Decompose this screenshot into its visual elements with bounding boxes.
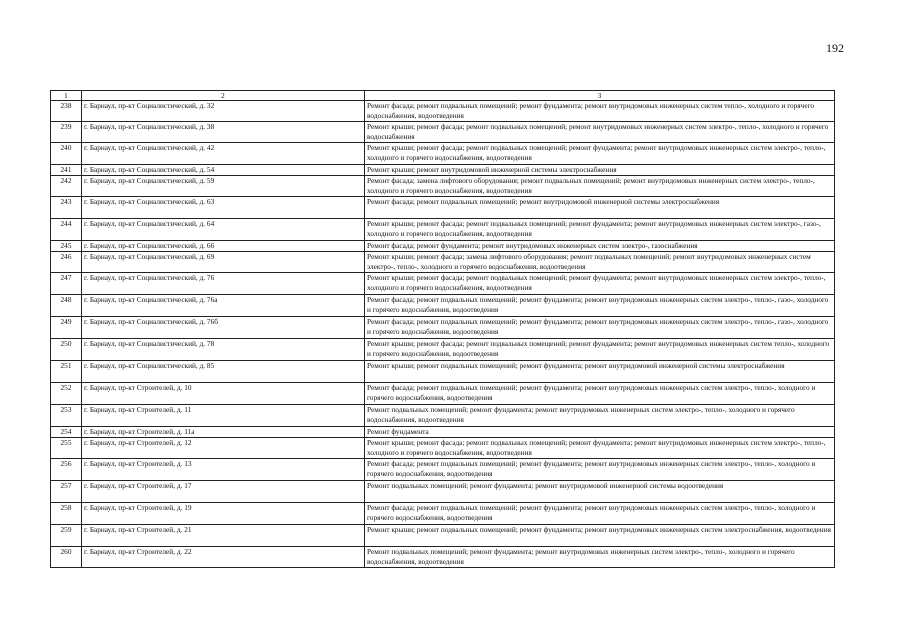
row-address: г. Барнаул, пр-кт Социалистический, д. 59 bbox=[82, 176, 365, 197]
row-works: Ремонт крыши; ремонт фасада; ремонт подвальных помещений; ремонт фундамента; ремонт внутридомовых инженерных систем электро-, тепло-, холодного и горячего водоснабжения, водоотведения bbox=[365, 273, 835, 295]
table-row bbox=[51, 427, 835, 438]
row-number: 258 bbox=[51, 503, 82, 525]
table-row bbox=[51, 122, 835, 143]
table-row bbox=[51, 481, 835, 503]
row-address: г. Барнаул, пр-кт Строителей, д. 11 bbox=[82, 405, 365, 427]
row-number: 243 bbox=[51, 197, 82, 219]
table-row bbox=[51, 176, 835, 197]
row-works: Ремонт фасада; ремонт подвальных помещений; ремонт фундамента; ремонт внутридомовых инженерных систем электро-, тепло-, газо-, холодного и горячего водоснабжения, водоотведения bbox=[365, 295, 835, 317]
table-row bbox=[51, 252, 835, 273]
row-works: Ремонт крыши; ремонт фасада; ремонт подвальных помещений; ремонт внутридомовых инженерных систем электро-, тепло-, холодного и горячего водоснабжения bbox=[365, 122, 835, 143]
row-works: Ремонт фасада; ремонт подвальных помещений; ремонт фундамента; ремонт внутридомовых инженерных систем электро-, тепло-, холодного и горячего водоснабжения, водоотведения bbox=[365, 459, 835, 481]
table-row bbox=[51, 547, 835, 568]
table-row bbox=[51, 339, 835, 361]
row-number: 247 bbox=[51, 273, 82, 295]
row-number: 257 bbox=[51, 481, 82, 503]
row-works: Ремонт крыши; ремонт фасада; ремонт подвальных помещений; ремонт фундамента; ремонт внутридомовых инженерных систем электро-, газо-, холодного и горячего водоснабжения, водоотведения bbox=[365, 219, 835, 241]
row-address: г. Барнаул, пр-кт Социалистический, д. 85 bbox=[82, 361, 365, 383]
row-number: 260 bbox=[51, 547, 82, 568]
row-works: Ремонт крыши; ремонт фасада; ремонт подвальных помещений; ремонт фундамента; ремонт внутридомовых инженерных систем тепло-, холодного и горячего водоснабжения, водоотведения bbox=[365, 339, 835, 361]
row-number: 249 bbox=[51, 317, 82, 339]
table-row bbox=[51, 101, 835, 122]
header-col-3: 3 bbox=[365, 91, 835, 101]
row-works: Ремонт фасада; ремонт подвальных помещений; ремонт фундамента; ремонт внутридомовых инженерных систем электро-, тепло-, холодного и горячего водоснабжения, водоотведения bbox=[365, 503, 835, 525]
table-row bbox=[51, 438, 835, 459]
row-works: Ремонт крыши; ремонт фасада; ремонт подвальных помещений; ремонт фундамента; ремонт внутридомовых инженерных систем электро-, тепло-, холодного и горячего водоснабжения, водоотведения bbox=[365, 438, 835, 459]
table-row bbox=[51, 165, 835, 176]
table-row bbox=[51, 503, 835, 525]
row-number: 241 bbox=[51, 165, 82, 176]
row-works: Ремонт фасада; замена лифтового оборудования; ремонт подвальных помещений; ремонт внутридомовых инженерных систем электро-, тепло-, холодного и горячего водоснабжения, водоотведения bbox=[365, 176, 835, 197]
row-number: 255 bbox=[51, 438, 82, 459]
table-row bbox=[51, 295, 835, 317]
row-address: г. Барнаул, пр-кт Социалистический, д. 78 bbox=[82, 339, 365, 361]
row-works: Ремонт крыши; ремонт внутридомовой инженерной системы электроснабжения bbox=[365, 165, 835, 176]
row-number: 245 bbox=[51, 241, 82, 252]
table-row bbox=[51, 317, 835, 339]
row-works: Ремонт фасада; ремонт подвальных помещений; ремонт фундамента; ремонт внутридомовых инженерных систем электро-, тепло-, холодного и горячего водоснабжения, водоотведения bbox=[365, 383, 835, 405]
row-number: 252 bbox=[51, 383, 82, 405]
row-works: Ремонт фасада; ремонт подвальных помещений; ремонт фундамента; ремонт внутридомовых инженерных систем тепло-, холодного и горячего водоснабжения, водоотведения bbox=[365, 101, 835, 122]
table-row bbox=[51, 383, 835, 405]
row-address: г. Барнаул, пр-кт Строителей, д. 17 bbox=[82, 481, 365, 503]
row-works: Ремонт крыши; ремонт подвальных помещений; ремонт фундамента; ремонт внутридомовых инженерных систем электроснабжения, водоотведения bbox=[365, 525, 835, 547]
row-address: г. Барнаул, пр-кт Социалистический, д. 76 bbox=[82, 273, 365, 295]
page-number: 192 bbox=[826, 41, 844, 55]
table-row bbox=[51, 197, 835, 219]
table-row bbox=[51, 219, 835, 241]
row-address: г. Барнаул, пр-кт Строителей, д. 22 bbox=[82, 547, 365, 568]
table-row bbox=[51, 143, 835, 165]
row-number: 239 bbox=[51, 122, 82, 143]
row-works: Ремонт крыши; ремонт подвальных помещений; ремонт фундамента; ремонт внутридомовой инженерной системы электроснабжения bbox=[365, 361, 835, 383]
header-col-1: 1 bbox=[51, 91, 82, 101]
row-address: г. Барнаул, пр-кт Социалистический, д. 42 bbox=[82, 143, 365, 165]
table-row bbox=[51, 361, 835, 383]
row-works: Ремонт фундамента bbox=[365, 427, 835, 438]
row-works: Ремонт крыши; ремонт фасада; замена лифтового оборудования; ремонт подвальных помещений; ремонт внутридомовых инженерных систем электро-, тепло-, холодного и горячего водоснабжения, водоотведения bbox=[365, 252, 835, 273]
row-works: Ремонт фасада; ремонт подвальных помещений; ремонт фундамента; ремонт внутридомовых инженерных систем электро-, тепло-, газо-, холодного и горячего водоснабжения, водоотведения bbox=[365, 317, 835, 339]
row-address: г. Барнаул, пр-кт Строителей, д. 13 bbox=[82, 459, 365, 481]
row-address: г. Барнаул, пр-кт Социалистический, д. 38 bbox=[82, 122, 365, 143]
row-number: 242 bbox=[51, 176, 82, 197]
row-number: 240 bbox=[51, 143, 82, 165]
row-address: г. Барнаул, пр-кт Социалистический, д. 32 bbox=[82, 101, 365, 122]
row-works: Ремонт фасада; ремонт подвальных помещений; ремонт внутридомовой инженерной системы электроснабжения bbox=[365, 197, 835, 219]
row-address: г. Барнаул, пр-кт Социалистический, д. 54 bbox=[82, 165, 365, 176]
row-number: 244 bbox=[51, 219, 82, 241]
row-address: г. Барнаул, пр-кт Социалистический, д. 64 bbox=[82, 219, 365, 241]
table-row bbox=[51, 525, 835, 547]
row-address: г. Барнаул, пр-кт Социалистический, д. 69 bbox=[82, 252, 365, 273]
row-works: Ремонт подвальных помещений; ремонт фундамента; ремонт внутридомовых инженерных систем электро-, тепло-, холодного и горячего водоснабжения, водоотведения bbox=[365, 405, 835, 427]
row-works: Ремонт подвальных помещений; ремонт фундамента; ремонт внутридомовых инженерных систем электро-, тепло-, холодного и горячего водоснабжения, водоотведения bbox=[365, 547, 835, 568]
row-works: Ремонт подвальных помещений; ремонт фундамента; ремонт внутридомовой инженерной системы водоотведения bbox=[365, 481, 835, 503]
table-row bbox=[51, 459, 835, 481]
row-address: г. Барнаул, пр-кт Строителей, д. 21 bbox=[82, 525, 365, 547]
row-number: 259 bbox=[51, 525, 82, 547]
header-col-2: 2 bbox=[82, 91, 365, 101]
row-works: Ремонт крыши; ремонт фасада; ремонт подвальных помещений; ремонт фундамента; ремонт внутридомовых инженерных систем электро-, тепло-, холодного и горячего водоснабжения, водоотведения bbox=[365, 143, 835, 165]
row-number: 238 bbox=[51, 101, 82, 122]
table-header-row bbox=[51, 91, 835, 101]
row-address: г. Барнаул, пр-кт Строителей, д. 12 bbox=[82, 438, 365, 459]
table-row bbox=[51, 241, 835, 252]
row-number: 248 bbox=[51, 295, 82, 317]
row-address: г. Барнаул, пр-кт Социалистический, д. 66 bbox=[82, 241, 365, 252]
row-number: 254 bbox=[51, 427, 82, 438]
repair-register-table bbox=[50, 90, 835, 568]
row-address: г. Барнаул, пр-кт Строителей, д. 10 bbox=[82, 383, 365, 405]
row-address: г. Барнаул, пр-кт Социалистический, д. 76б bbox=[82, 317, 365, 339]
row-number: 256 bbox=[51, 459, 82, 481]
row-address: г. Барнаул, пр-кт Социалистический, д. 63 bbox=[82, 197, 365, 219]
row-number: 251 bbox=[51, 361, 82, 383]
row-address: г. Барнаул, пр-кт Строителей, д. 19 bbox=[82, 503, 365, 525]
row-number: 250 bbox=[51, 339, 82, 361]
table-row bbox=[51, 405, 835, 427]
table-row bbox=[51, 273, 835, 295]
row-address: г. Барнаул, пр-кт Строителей, д. 11а bbox=[82, 427, 365, 438]
row-address: г. Барнаул, пр-кт Социалистический, д. 76а bbox=[82, 295, 365, 317]
row-works: Ремонт фасада; ремонт фундамента; ремонт внутридомовых инженерных систем электро-, газоснабжения bbox=[365, 241, 835, 252]
row-number: 253 bbox=[51, 405, 82, 427]
row-number: 246 bbox=[51, 252, 82, 273]
